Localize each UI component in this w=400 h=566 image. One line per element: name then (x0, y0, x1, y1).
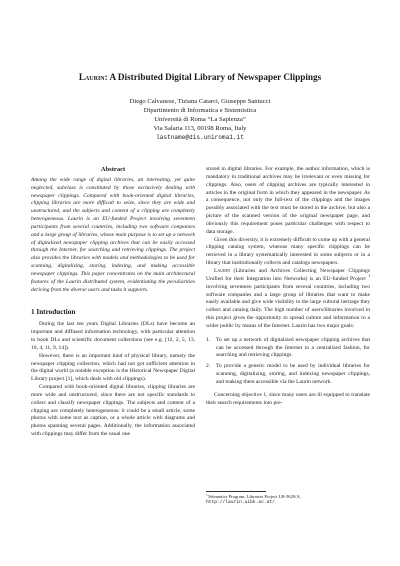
section-heading-introduction: 1 Introduction (31, 307, 76, 316)
project-name: Laurin (214, 267, 231, 274)
project-description: involving seventeen participants from several countries, including two software companies and a large group of libraries that want to make easily available and give wide visibility to the large cultural heritage they collect and catalog daily. The high number of users/libraries involved in this project gives the opportunity to spread culture and information to a wider public by means of the Internet. Laurin has two major goals: (206, 283, 370, 329)
abstract-heading: Abstract (100, 166, 126, 173)
intro-paragraph-5 (206, 268, 370, 331)
right-column (206, 166, 370, 407)
goal-text: To set up a network of digitalized newspaper clipping archives that can be accessed through the Internet in a centralized fashion, for searching and retrieving clippings. (216, 336, 370, 359)
intro-paragraph-2: However, there is an important kind of physical library, namely the newspaper clipping collection, which had not got sufficient attention in the digital world (a notable exception is the Historical Newspaper Digital Library project [1], which deals with old clippings). (31, 352, 195, 383)
goal-text: To provide a generic model to be used by individual libraries for scanning, digitalizing, storing, and indexing newspaper clippings, and making them accessible via the Laurin network. (216, 363, 370, 385)
author-block (0, 98, 400, 143)
goals-list (206, 337, 370, 387)
affiliation-line-3: Via Salaria 113, 00198 Roma, Italy (153, 124, 247, 132)
title-rest: : A Distributed Digital Library of Newspaper Clippings (104, 72, 322, 82)
footnote-text: Telematics Program, Libraries Project LB-5629/A, (207, 494, 301, 499)
intro-paragraph-continued: stored in digital libraries. For example, the author information, which is mandatory in traditional archives may be irrelevant or even missing for clippings. Also, users of clipping archives are typically interested in articles in the original form in which they appeared in the newspaper. As a consequence, not only the full-text of the clippings and the images possibly associated with the text must be stored in the archive, but also a picture of the scanned version of the original newspaper page, and obviously this requirement poses particular challenges with respect to data storage. (206, 166, 370, 235)
list-item (206, 337, 370, 361)
paper-title (0, 72, 400, 82)
footnote (206, 491, 370, 506)
affiliation-line-2: Università di Roma “La Sapienza” (154, 115, 246, 123)
project-acronym-text: (Libraries and Archives Collecting Newspaper Clippings Unified for their Integration into Networks) is an EU-funded Project (206, 267, 370, 282)
footnote-mark: 1 (368, 273, 370, 278)
intro-paragraph-4: Given this diversity, it is extremely difficult to come up with a general clipping catalog system, whereas many specific clippings can be retrieved in a library systematically interested in some subjects or in a library that institutionally collects and catalogs newspapers. (206, 236, 370, 267)
intro-paragraph-3: Compared with book-oriented digital libraries, clipping libraries are more wide and unstructured, since there are not specific standards to collect and classify newspaper clippings. The subjects and content of a clipping are completely heterogeneous: it could be a small article, some photos with some text as caption, or a whole article with diagrams and photos spanning several pages. Additionally, the information associated with clippings may differ from the usual one (31, 384, 195, 438)
footnote-rule (206, 491, 266, 492)
left-column (31, 166, 195, 439)
intro-paragraph-6: Concerning objective 1, since many users are ill equipped to translate their search requirements into pre- (206, 391, 370, 406)
abstract-text: Among the wide range of digital libraries, an interesting, yet quite neglected, subclass is constituted by those exclusively dealing with newspaper clippings. Compared with book-oriented digital libraries, clipping libraries are more difficult to seize, since they are wide and unstructured, and the subjects and content of a clipping are completely heterogeneous. Laurin is an EU-funded Project involving seventeen participants from several countries, including two software companies and a large group of libraries, whose main purpose is to set up a network of digitalized newspaper clipping archives that can be easily accessed through the Internet, for searching and retrieving clippings. The project also provides the libraries with models and methodologies to be used for scanning, digitalizing, storing, indexing, and making accessible newspaper clippings. This paper concentrates on the main architectural features of the Laurin distributed system, evidentiating the peculiarities deriving from the diverse users and tasks it supports. (31, 176, 195, 293)
email: lastname@dis.uniroma1.it (156, 133, 244, 141)
intro-paragraph-1: During the last ten years Digital Libraries (DLs) have become an important and diffused information technology, with particular attention to book DLs and scientific document collections (see e.g. [12, 2, 5, 13, 10, 4, 11, 9, 14]). (31, 321, 195, 351)
goal-number: 2. (206, 363, 211, 370)
affiliation-line-1: Dipartimento di Informatica e Sistemistica (143, 106, 257, 114)
list-item (206, 363, 370, 387)
authors: Diego Calvanese, Tiziana Catarci, Giuseppe Santucci (129, 98, 271, 105)
footnote-url[interactable]: http://laurin.uibk.ac.at/ (206, 500, 275, 506)
goal-number: 1. (206, 336, 211, 343)
footnote-number: 1 (206, 492, 208, 497)
title-project-name: Laurin (78, 72, 105, 82)
